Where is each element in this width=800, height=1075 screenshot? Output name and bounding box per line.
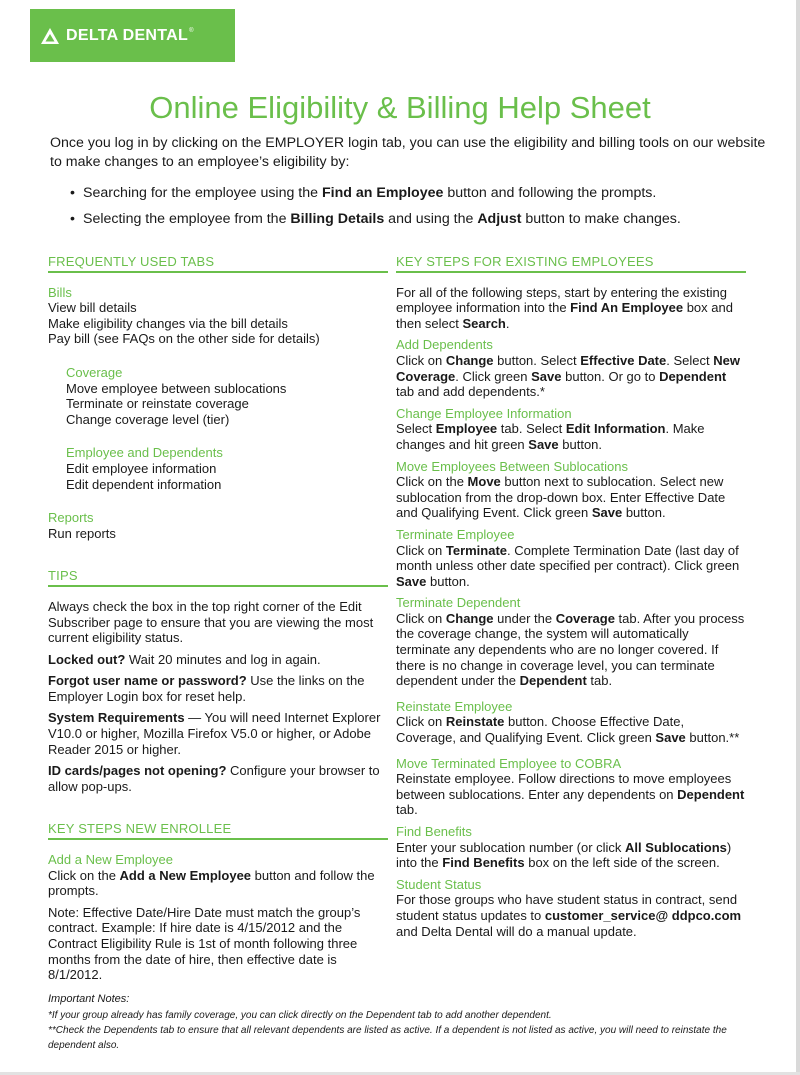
- step-text: Click on Change button. Select Effective Date. Select New Coverage. Click green Save button. Or go to Dependent tab and add dependents.*: [396, 352, 740, 400]
- tip-text: Locked out? Wait 20 minutes and log in again.: [48, 651, 321, 667]
- student-status-label: Student Status: [396, 876, 482, 892]
- intro-bullets: [70, 180, 790, 232]
- step-text: Click on Change under the Coverage tab. After you process the coverage change, the system will automatically terminate any dependents who are no longer covered. If there is no change in coverage level, you can terminate dependent under the Dependent tab.: [396, 610, 745, 689]
- list-item: Edit dependent information: [66, 476, 222, 492]
- terminate-employee-label: Terminate Employee: [396, 526, 515, 542]
- lead-text: For all of the following steps, start by entering the existing employee information into the Find An Employee box and then select Search.: [396, 284, 733, 331]
- bills-label: Bills: [48, 284, 72, 300]
- list-item: Change coverage level (tier): [66, 411, 230, 427]
- tip-text: ID cards/pages not opening? Configure your browser to allow pop-ups.: [48, 763, 380, 794]
- bullet-text: Selecting the employee from the Billing Details and using the Adjust button to make changes.: [83, 211, 681, 227]
- note-text: Note: Effective Date/Hire Date must match the group’s contract. Example: If hire date is 4/15/2012 and the Contract Eligibility Rule is 1st of month following three months from the date of hire, then effective date is 8/1/2012.: [48, 904, 361, 983]
- intro-text: Once you log in by clicking on the EMPLOYER login tab, you can use the eligibility and billing tools on our website to make changes to an employee’s eligibility by:: [50, 135, 766, 170]
- step-text: Click on the Move button next to sublocation. Select new sublocation from the drop-down box. Enter Effective Date and Qualifying Event. Click green Save button.: [396, 474, 726, 521]
- list-item: Make eligibility changes via the bill details: [48, 315, 288, 331]
- page-title: Online Eligibility & Billing Help Sheet: [149, 90, 651, 125]
- note-item: **Check the Dependents tab to ensure that all relevant dependents are listed as active. If a dependent is not listed as active, you will need to reinstate the dependent also.: [48, 1025, 727, 1051]
- step-text: Click on Terminate. Complete Termination Date (last day of month unless other date specified per contract). Click green Save button.: [396, 542, 740, 589]
- step-text: Click on Reinstate button. Choose Effective Date, Coverage, and Qualifying Event. Click green Save button.**: [396, 714, 740, 746]
- delta-dental-logo: [30, 9, 235, 62]
- note-item: *If your group already has family coverage, you can click directly on the Dependent tab to add another dependent.: [48, 1010, 552, 1021]
- left-column: [48, 254, 388, 983]
- list-item: Move employee between sublocations: [66, 380, 287, 396]
- delta-triangle-icon: [40, 27, 60, 45]
- bullet-item: [70, 206, 790, 232]
- tip-text: Forgot user name or password? Use the links on the Employer Login box for reset help.: [48, 673, 365, 704]
- step-text: For those groups who have student status in contract, send student status updates to customer_service@ ddpco.com and Delta Dental will do a manual update.: [396, 892, 742, 939]
- important-notes: [48, 993, 768, 1053]
- employee-dependents-label: Employee and Dependents: [66, 445, 223, 461]
- brand-name: DELTA DENTAL: [66, 26, 189, 44]
- cobra-label: Move Terminated Employee to COBRA: [396, 755, 622, 771]
- terminate-dependent-label: Terminate Dependent: [396, 595, 521, 611]
- step-text: Select Employee tab. Select Edit Information. Make changes and hit green Save button.: [396, 421, 705, 452]
- notes-heading: Important Notes:: [48, 993, 130, 1005]
- reinstate-employee-label: Reinstate Employee: [396, 698, 513, 714]
- add-employee-label: Add a New Employee: [48, 852, 174, 868]
- step-text: Reinstate employee. Follow directions to move employees between sublocations. Enter any dependents on Dependent tab.: [396, 771, 745, 818]
- tips-heading: TIPS: [48, 568, 388, 587]
- reports-label: Reports: [48, 510, 94, 526]
- new-enrollee-heading: KEY STEPS NEW ENROLLEE: [48, 821, 388, 840]
- move-employees-label: Move Employees Between Sublocations: [396, 458, 628, 474]
- list-item: Terminate or reinstate coverage: [66, 396, 249, 412]
- step-text: Click on the Add a New Employee button and follow the prompts.: [48, 867, 375, 899]
- list-item: Run reports: [48, 525, 116, 541]
- find-benefits-label: Find Benefits: [396, 824, 472, 839]
- existing-employees-heading: KEY STEPS FOR EXISTING EMPLOYEES: [396, 254, 746, 273]
- employee-group: [48, 445, 388, 492]
- step-text: Enter your sublocation number (or click All Sublocations) into the Find Benefits box on the left side of the screen.: [396, 839, 732, 871]
- tip-text: System Requirements — You will need Internet Explorer V10.0 or higher, Mozilla Firefox V5.0 or higher, or Adobe Reader 2015 or higher.: [48, 710, 381, 757]
- coverage-group: [48, 365, 388, 427]
- add-dependents-label: Add Dependents: [396, 337, 493, 353]
- list-item: Edit employee information: [66, 460, 217, 476]
- list-item: View bill details: [48, 300, 137, 316]
- coverage-label: Coverage: [66, 364, 123, 380]
- bullet-dot: •: [70, 211, 75, 227]
- change-info-label: Change Employee Information: [396, 405, 572, 421]
- page-edge: [796, 0, 800, 1075]
- reports-group: [48, 510, 388, 541]
- registered-mark: ®: [189, 28, 194, 34]
- bullet-text: Searching for the employee using the Find an Employee button and following the prompts.: [83, 185, 657, 201]
- tip-text: Always check the box in the top right corner of the Edit Subscriber page to ensure that you are viewing the most current eligibility status.: [48, 598, 374, 646]
- list-item: Pay bill (see FAQs on the other side for details): [48, 331, 320, 347]
- right-column: [396, 254, 746, 939]
- bullet-item: [70, 180, 790, 206]
- freq-tabs-heading: FREQUENTLY USED TABS: [48, 254, 388, 273]
- bullet-dot: •: [70, 185, 75, 201]
